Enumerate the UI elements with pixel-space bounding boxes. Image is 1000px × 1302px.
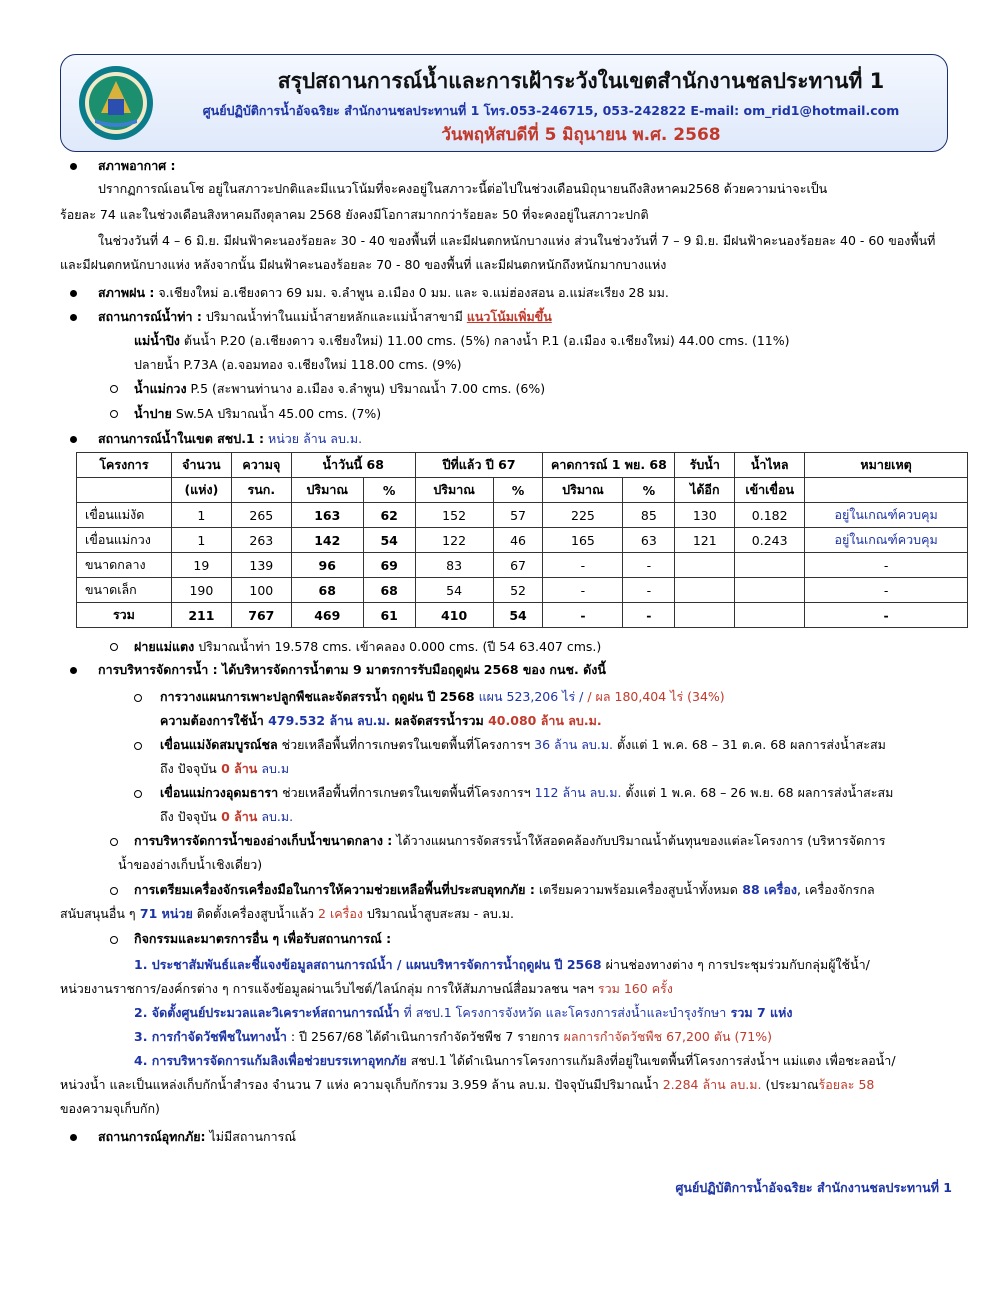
cell-fc-pct: -	[623, 553, 675, 578]
medium-line1	[134, 832, 885, 850]
kuang-dam-text1: ช่วยเหลือพื้นที่การเกษตรในเขตพื้นที่โครงการฯ	[278, 785, 531, 800]
cell-usable	[675, 603, 735, 628]
cell-count: 19	[171, 553, 231, 578]
cell-vol: 163	[291, 503, 363, 528]
kuang-dam-value1: 112 ล้าน ลบ.ม.	[530, 785, 622, 800]
medium-label: การบริหารจัดการน้ำของอ่างเก็บน้ำขนาดกลาง :	[134, 833, 393, 848]
activity3-label: 3. การกำจัดวัชพืชในทางน้ำ	[134, 1029, 287, 1044]
circle-bullet-icon	[110, 887, 118, 895]
weather-p1-line2: ร้อยละ 74 และในช่วงเดือนสิงหาคมถึงตุลาคม 2568 ยังคงมีโอกาสมากกว่าร้อยละ 50 ที่จะคงอยู่ในสภาวะปกติ	[60, 207, 649, 222]
cell-cap: 265	[231, 503, 291, 528]
cell-fc-vol: -	[543, 553, 623, 578]
machine-line2b: ติดตั้งเครื่องสูบน้ำแล้ว	[192, 906, 315, 921]
rid-logo	[77, 61, 155, 145]
reservoir-table	[76, 452, 968, 628]
col-forecast-percent: %	[623, 478, 675, 503]
medium-text1: ได้วางแผนการจัดสรรน้ำให้สอดคล้องกับปริมาณน้ำต้นทุนของแต่ละโครงการ (บริหารจัดการ	[392, 833, 886, 848]
alloc-value: 40.080 ล้าน ลบ.ม.	[483, 713, 602, 728]
cell-ly-vol: 152	[415, 503, 493, 528]
col-lastyear-volume: ปริมาณ	[415, 478, 493, 503]
runoff-line	[98, 308, 552, 326]
circle-bullet-icon	[134, 790, 142, 798]
circle-bullet-icon	[110, 838, 118, 846]
kuang-dam-value2: 0 ล้าน	[216, 809, 258, 824]
ping-text1: ต้นน้ำ P.20 (อ.เชียงดาว จ.เชียงใหม่) 11.00 cms. (5%) กลางน้ำ P.1 (อ.เมือง จ.เชียงใหม่) 44.00 cms. (11%)	[179, 333, 790, 348]
col-usable: รับน้ำ	[675, 453, 735, 478]
activity4-line1	[134, 1052, 896, 1070]
activity3-text: : ปี 2567/68 ได้ดำเนินการกำจัดวัชพืช 7 รายการ	[286, 1029, 560, 1044]
kuang-dam-line1	[160, 784, 893, 802]
report-subtitle: ศูนย์ปฏิบัติการน้ำอัจฉริยะ สำนักงานชลประทานที่ 1 โทร.053-246715, 053-242822 E-mail: om_rid1@hotmail.com	[202, 103, 900, 118]
ngat-value1: 36 ล้าน ลบ.ม.	[530, 737, 614, 752]
runoff-trend: แนวโน้มเพิ่มขึ้น	[466, 309, 552, 324]
cell-ly-vol: 54	[415, 578, 493, 603]
ngat-unit: ลบ.ม	[257, 761, 290, 776]
bullet-icon	[70, 163, 77, 170]
activity2-value: รวม 7 แห่ง	[726, 1005, 793, 1020]
circle-bullet-icon	[110, 643, 118, 651]
activity1-text1: ผ่านช่องทางต่าง ๆ การประชุมร่วมกับกลุ่มผู้ใช้น้ำ/	[601, 957, 870, 972]
cell-fc-pct: 85	[623, 503, 675, 528]
cell-vol: 142	[291, 528, 363, 553]
weather-heading: สภาพอากาศ :	[98, 158, 176, 173]
activity4-value3: ร้อยละ 58	[818, 1077, 875, 1092]
kuang-text: P.5 (สะพานท่านาง อ.เมือง จ.ลำพูน) ปริมาณน้ำ 7.00 cms. (6%)	[186, 381, 546, 396]
pai-label: น้ำปาย	[134, 406, 172, 421]
cell-fc-pct: 63	[623, 528, 675, 553]
cell-ly-vol: 122	[415, 528, 493, 553]
mgmt-text: ได้บริหารจัดการน้ำตาม 9 มาตรการรับมือฤดูฝน 2568 ของ กนช. ดังนี้	[217, 662, 606, 677]
table-row	[77, 528, 968, 553]
cell-name: ขนาดกลาง	[77, 553, 172, 578]
kuang-label: น้ำแม่กวง	[134, 381, 187, 396]
ping-line1	[134, 332, 789, 350]
ngat-text1: ช่วยเหลือพื้นที่การเกษตรในเขตพื้นที่โครงการฯ	[277, 737, 531, 752]
cell-fc-vol: 165	[543, 528, 623, 553]
col-count-unit: (แห่ง)	[171, 478, 231, 503]
ngat-value2: 0 ล้าน	[216, 761, 258, 776]
weather-p2-line2: และมีฝนตกหนักบางแห่ง หลังจากนั้น มีฝนฟ้าคะนองร้อยละ 70 - 80 ของพื้นที่ และมีฝนตกหนักถึงหนักมากบางแห่ง	[60, 257, 667, 272]
maetaeng-line	[134, 638, 601, 656]
cell-pct: 62	[363, 503, 415, 528]
cell-fc-pct: -	[623, 603, 675, 628]
activity1-text2: หน่วยงานราชการ/องค์กรต่าง ๆ การแจ้งข้อมูลผ่านเว็บไซต์/ไลน์กลุ่ม การให้สัมภาษณ์สื่อมวลชน ฯลฯ	[60, 981, 594, 996]
cell-ly-vol: 410	[415, 603, 493, 628]
flood-line	[98, 1128, 296, 1146]
cell-cap: 139	[231, 553, 291, 578]
cell-pct: 69	[363, 553, 415, 578]
machine-line2	[60, 905, 514, 923]
cell-name: เขื่อนแม่กวง	[77, 528, 172, 553]
maetaeng-text: ปริมาณน้ำท่า 19.578 cms. เข้าคลอง 0.000 cms. (ปี 54 63.407 cms.)	[194, 639, 602, 654]
activity4-line3: ของความจุเก็บกัก)	[60, 1101, 160, 1116]
table-row	[77, 503, 968, 528]
activity2-text: ที่ สชป.1 โครงการจังหวัด และโครงการส่งน้ำและบำรุงรักษา	[399, 1005, 727, 1020]
activity3-line	[134, 1028, 772, 1046]
cell-count: 211	[171, 603, 231, 628]
cell-ly-vol: 83	[415, 553, 493, 578]
plan-value: แผน 523,206 ไร่ /	[474, 689, 584, 704]
col-lastyear: ปีที่แล้ว ปี 67	[415, 453, 543, 478]
activity4-value2: 2.284 ล้าน ลบ.ม.	[658, 1077, 762, 1092]
machine-text1: เตรียมความพร้อมเครื่องสูบน้ำทั้งหมด	[534, 882, 738, 897]
col-today-percent: %	[363, 478, 415, 503]
cell-inflow	[735, 603, 805, 628]
cell-name: เขื่อนแม่งัด	[77, 503, 172, 528]
medium-line2: น้ำของอ่างเก็บน้ำเชิงเดี่ยว)	[118, 857, 263, 872]
cell-count: 190	[171, 578, 231, 603]
machine-value3: 2 เครื่อง	[314, 906, 363, 921]
cell-remark: -	[805, 603, 968, 628]
cell-cap: 263	[231, 528, 291, 553]
circle-bullet-icon	[134, 694, 142, 702]
ngat-line2	[160, 760, 289, 778]
report-date: วันพฤหัสบดีที่ 5 มิถุนายน พ.ศ. 2568	[441, 125, 721, 145]
cell-ly-pct: 57	[493, 503, 543, 528]
machine-value2: 71 หน่วย	[135, 906, 193, 921]
pai-text: Sw.5A ปริมาณน้ำ 45.00 cms. (7%)	[171, 406, 382, 421]
bullet-icon	[70, 436, 77, 443]
activity2-label: 2. จัดตั้งศูนย์ประมวลและวิเคราะห์สถานการณ์น้ำ	[134, 1005, 400, 1020]
col-forecast-volume: ปริมาณ	[543, 478, 623, 503]
col-inflow: น้ำไหล	[735, 453, 805, 478]
col-today: น้ำวันนี้ 68	[291, 453, 415, 478]
demand-label: ความต้องการใช้น้ำ	[160, 713, 264, 728]
activity1-line2	[60, 980, 673, 998]
cell-remark: -	[805, 553, 968, 578]
activity3-value: ผลการกำจัดวัชพืช 67,200 ตัน (71%)	[559, 1029, 772, 1044]
cell-usable	[675, 578, 735, 603]
bullet-icon	[70, 290, 77, 297]
col-lastyear-percent: %	[493, 478, 543, 503]
ngat-text2: ตั้งแต่ 1 พ.ค. 68 – 31 ต.ค. 68 ผลการส่งน้ำสะสม	[613, 737, 886, 752]
cell-vol: 96	[291, 553, 363, 578]
cell-fc-vol: -	[543, 578, 623, 603]
alloc-label: ผลจัดสรรน้ำรวม	[390, 713, 484, 728]
cell-ly-pct: 67	[493, 553, 543, 578]
table-row	[77, 578, 968, 603]
cell-remark: -	[805, 578, 968, 603]
mgmt-line	[98, 661, 606, 679]
plan-line	[160, 688, 725, 706]
col-today-volume: ปริมาณ	[291, 478, 363, 503]
table-total-row	[77, 603, 968, 628]
activity4-line2	[60, 1076, 874, 1094]
machine-line2a: สนับสนุนอื่น ๆ	[60, 906, 136, 921]
col-count: จำนวน	[171, 453, 231, 478]
runoff-text: ปริมาณน้ำท่าในแม่น้ำสายหลักและแม่น้ำสาขามี	[201, 309, 467, 324]
kuang-dam-line2-text: ถึง ปัจจุบัน	[160, 809, 217, 824]
cell-fc-vol: -	[543, 603, 623, 628]
other-heading: กิจกรรมและมาตรการอื่น ๆ เพื่อรับสถานการณ์ :	[134, 931, 392, 946]
cell-inflow	[735, 578, 805, 603]
reservoir-unit: หน่วย ล้าน ลบ.ม.	[264, 431, 363, 446]
cell-usable	[675, 553, 735, 578]
reservoir-heading: สถานการณ์น้ำในเขต สชป.1 :	[98, 431, 265, 446]
circle-bullet-icon	[110, 385, 118, 393]
col-capacity-unit: รนก.	[231, 478, 291, 503]
circle-bullet-icon	[110, 936, 118, 944]
cell-remark: อยู่ในเกณฑ์ควบคุม	[805, 503, 968, 528]
plan-label: การวางแผนการเพาะปลูกพืชและจัดสรรน้ำ ฤดูฝน ปี 2568	[160, 689, 475, 704]
report-header	[60, 54, 948, 152]
circle-bullet-icon	[110, 410, 118, 418]
cell-count: 1	[171, 528, 231, 553]
rain-text: จ.เชียงใหม่ อ.เชียงดาว 69 มม. จ.ลำพูน อ.เมือง 0 มม. และ จ.แม่ฮ่องสอน อ.แม่สะเรียง 28 มม.	[154, 285, 669, 300]
mgmt-heading: การบริหารจัดการน้ำ :	[98, 662, 218, 677]
cell-count: 1	[171, 503, 231, 528]
cell-pct: 68	[363, 578, 415, 603]
machine-line1	[134, 881, 875, 899]
activity1-label: 1. ประชาสัมพันธ์และชี้แจงข้อมูลสถานการณ์น้ำ / แผนบริหารจัดการน้ำฤดูฝน ปี 2568	[134, 957, 602, 972]
kuang-dam-label: เขื่อนแม่กวงอุดมธารา	[160, 785, 279, 800]
activity2-line	[134, 1004, 792, 1022]
machine-value1: 88 เครื่อง	[737, 882, 797, 897]
cell-usable: 130	[675, 503, 735, 528]
rain-line	[98, 284, 669, 302]
activity4-label: 4. การบริหารจัดการแก้มลิงเพื่อช่วยบรรเทาอุทกภัย	[134, 1053, 407, 1068]
col-remark: หมายเหตุ	[805, 453, 968, 478]
machine-text2: , เครื่องจักรกล	[796, 882, 875, 897]
bullet-icon	[70, 667, 77, 674]
flood-heading: สถานการณ์อุทกภัย:	[98, 1129, 206, 1144]
cell-pct: 54	[363, 528, 415, 553]
activity1-value: รวม 160 ครั้ง	[593, 981, 673, 996]
bullet-icon	[70, 1134, 77, 1141]
weather-p2-line1: ในช่วงวันที่ 4 – 6 มิ.ย. มีฝนฟ้าคะนองร้อยละ 30 - 40 ของพื้นที่ และมีฝนตกหนักบางแห่ง ส่วนในช่วงวันที่ 7 – 9 มิ.ย. มีฝนฟ้าคะนองร้อยละ 40 - 60 ของพื้นที่	[98, 233, 936, 248]
cell-vol: 68	[291, 578, 363, 603]
ping-line2: ปลายน้ำ P.73A (อ.จอมทอง จ.เชียงใหม่ 118.00 cms. (9%)	[134, 357, 462, 372]
col-usable-unit: ได้อีก	[675, 478, 735, 503]
cell-inflow	[735, 553, 805, 578]
cell-ly-pct: 46	[493, 528, 543, 553]
ping-label: แม่น้ำปิง	[134, 333, 180, 348]
cell-ly-pct: 52	[493, 578, 543, 603]
ngat-line1	[160, 736, 886, 754]
col-forecast: คาดการณ์ 1 พย. 68	[543, 453, 675, 478]
flood-text: ไม่มีสถานการณ์	[205, 1129, 296, 1144]
ngat-label: เขื่อนแม่งัดสมบูรณ์ชล	[160, 737, 278, 752]
col-project: โครงการ	[77, 453, 172, 478]
cell-fc-pct: -	[623, 578, 675, 603]
machine-line2c: ปริมาณน้ำสูบสะสม - ลบ.ม.	[362, 906, 514, 921]
kuang-line	[134, 380, 545, 398]
kuang-dam-text2: ตั้งแต่ 1 พ.ค. 68 – 26 พ.ย. 68 ผลการส่งน้ำสะสม	[621, 785, 894, 800]
cell-ly-pct: 54	[493, 603, 543, 628]
activity4-text2: หน่วงน้ำ และเป็นแหล่งเก็บกักน้ำสำรอง จำนวน 7 แห่ง ความจุเก็บกักรวม 3.959 ล้าน ลบ.ม. ปัจจุบันมีปริมาณน้ำ	[60, 1077, 659, 1092]
machine-label: การเตรียมเครื่องจักรเครื่องมือในการให้ความช่วยเหลือพื้นที่ประสบอุทกภัย :	[134, 882, 535, 897]
cell-name: ขนาดเล็ก	[77, 578, 172, 603]
cell-vol: 469	[291, 603, 363, 628]
cell-inflow: 0.243	[735, 528, 805, 553]
demand-value: 479.532 ล้าน ลบ.ม.	[263, 713, 391, 728]
cell-name: รวม	[77, 603, 172, 628]
demand-line	[160, 712, 602, 730]
cell-fc-vol: 225	[543, 503, 623, 528]
cell-remark: อยู่ในเกณฑ์ควบคุม	[805, 528, 968, 553]
cell-pct: 61	[363, 603, 415, 628]
runoff-heading: สถานการณ์น้ำท่า :	[98, 309, 202, 324]
footer-signature: ศูนย์ปฏิบัติการน้ำอัจฉริยะ สำนักงานชลประทานที่ 1	[675, 1180, 952, 1195]
activity1-line1	[134, 956, 870, 974]
report-title: สรุปสถานการณ์น้ำและการเฝ้าระวังในเขตสำนักงานชลประทานที่ 1	[277, 69, 885, 93]
plan-result: / ผล 180,404 ไร่ (34%)	[583, 689, 725, 704]
bullet-icon	[70, 314, 77, 321]
cell-cap: 767	[231, 603, 291, 628]
col-inflow-unit: เข้าเขื่อน	[735, 478, 805, 503]
table-row	[77, 553, 968, 578]
maetaeng-label: ฝายแม่แตง	[134, 639, 195, 654]
reservoir-line	[98, 430, 362, 448]
weather-p1-line1: ปรากฏการณ์เอนโซ อยู่ในสภาวะปกติและมีแนวโน้มที่จะคงอยู่ในสภาวะนี้ต่อไปในช่วงเดือนมิถุนายนถึงสิงหาคม2568 ด้วยความน่าจะเป็น	[98, 181, 828, 196]
ngat-line2-text: ถึง ปัจจุบัน	[160, 761, 217, 776]
col-capacity: ความจุ	[231, 453, 291, 478]
pai-line	[134, 405, 381, 423]
kuang-dam-line2	[160, 808, 293, 826]
cell-inflow: 0.182	[735, 503, 805, 528]
activity4-text3: (ประมาณ	[761, 1077, 819, 1092]
cell-usable: 121	[675, 528, 735, 553]
activity4-text1: สชป.1 ได้ดำเนินการโครงการแก้มลิงที่อยู่ในเขตพื้นที่โครงการส่งน้ำฯ แม่แตง เพื่อชะลอน้ำ/	[406, 1053, 896, 1068]
circle-bullet-icon	[134, 742, 142, 750]
rain-heading: สภาพฝน :	[98, 285, 155, 300]
cell-cap: 100	[231, 578, 291, 603]
kuang-dam-unit: ลบ.ม.	[257, 809, 294, 824]
